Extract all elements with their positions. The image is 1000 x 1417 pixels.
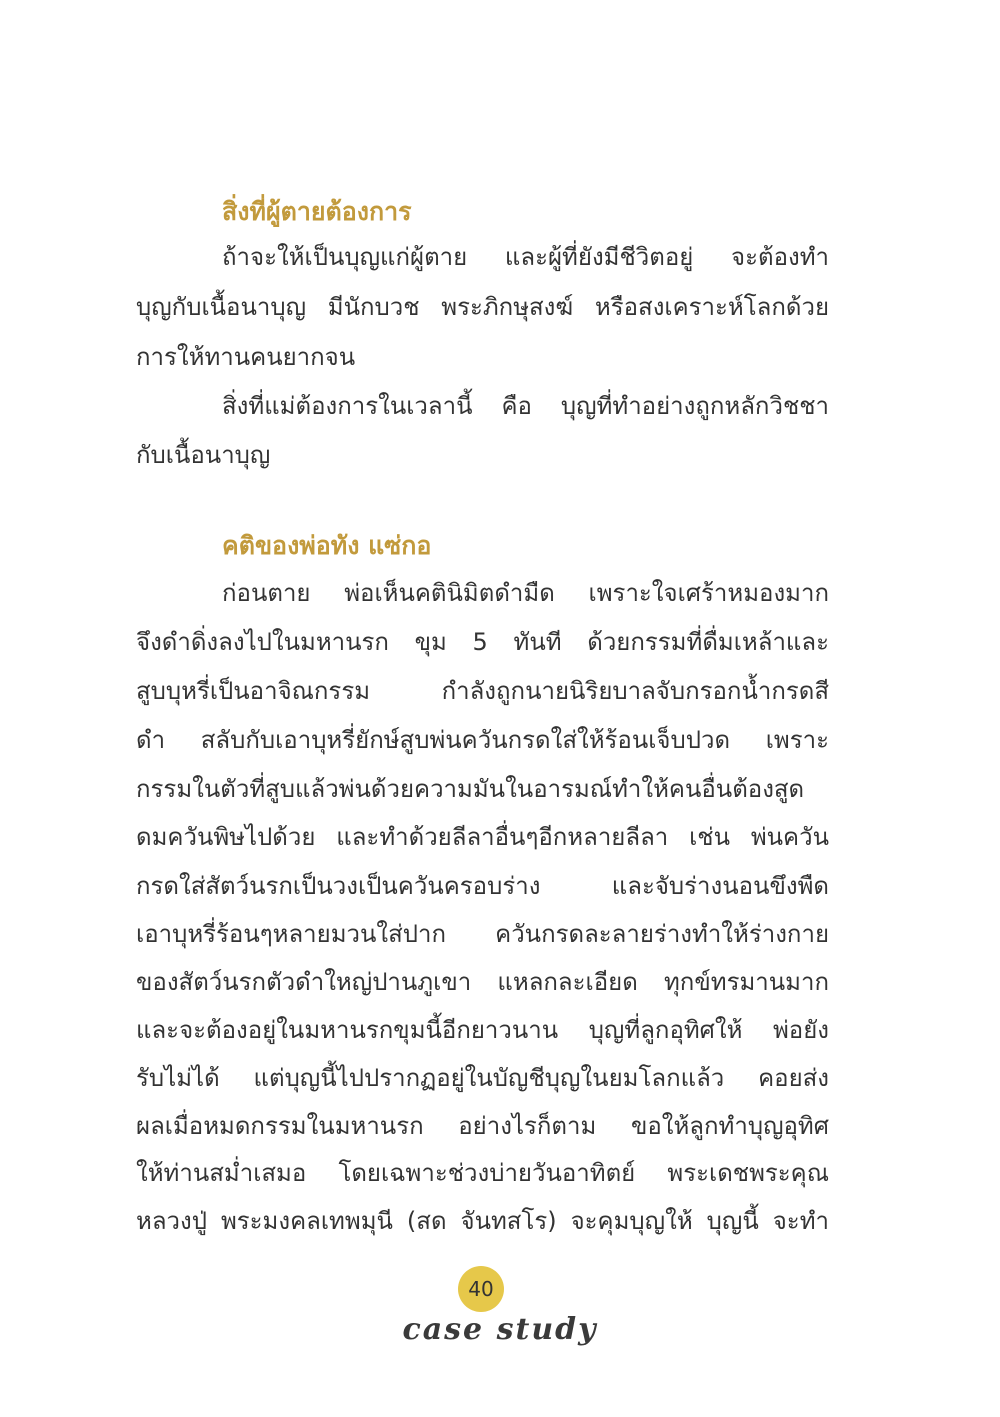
page-number-badge: 40 [458,1266,504,1312]
section-heading-deceased-wishes: สิ่งที่ผู้ตายต้องการ [222,197,412,226]
paragraph-line: ผลเมื่อหมดกรรมในมหานรก อย่างไรก็ตาม ขอให้ลูกทำบุญอุทิศ [136,1112,829,1140]
section-heading-father-fate: คติของพ่อทัง แซ่กอ [222,531,432,560]
paragraph-line: กับเนื้อนาบุญ [136,441,271,469]
paragraph-line: ดำ สลับกับเอาบุหรี่ยักษ์สูบพ่นควันกรดใส่ให้ร้อนเจ็บปวด เพราะ [136,726,829,754]
paragraph-line: เอาบุหรี่ร้อนๆหลายมวนใส่ปาก ควันกรดละลายร่างทำให้ร่างกาย [136,920,829,948]
paragraph-line: บุญกับเนื้อนาบุญ มีนักบวช พระภิกษุสงฆ์ หรือสงเคราะห์โลกด้วย [136,293,829,321]
paragraph-line: รับไม่ได้ แต่บุญนี้ไปปรากฏอยู่ในบัญชีบุญในยมโลกแล้ว คอยส่ง [136,1064,829,1092]
footer-label: case study [402,1312,598,1347]
paragraph-line: การให้ทานคนยากจน [136,343,356,371]
paragraph-line: หลวงปู่ พระมงคลเทพมุนี (สด จันทสโร) จะคุมบุญให้ บุญนี้ จะทำ [136,1207,829,1235]
paragraph-line: ดมควันพิษไปด้วย และทำด้วยลีลาอื่นๆอีกหลายลีลา เช่น พ่นควัน [136,823,829,851]
paragraph-line: ก่อนตาย พ่อเห็นคตินิมิตดำมืด เพราะใจเศร้าหมองมาก [222,579,829,607]
paragraph-line: กรดใส่สัตว์นรกเป็นวงเป็นควันครอบร่าง และจับร่างนอนขึงพืด [136,872,829,900]
paragraph-line: ของสัตว์นรกตัวดำใหญ่ปานภูเขา แหลกละเอียด ทุกข์ทรมานมาก [136,968,829,996]
paragraph-line: สูบบุหรี่เป็นอาจิณกรรม กำลังถูกนายนิริยบาลจับกรอกน้ำกรดสี [136,677,829,705]
paragraph-line: สิ่งที่แม่ต้องการในเวลานี้ คือ บุญที่ทำอย่างถูกหลักวิชชา [222,392,829,420]
paragraph-line: ถ้าจะให้เป็นบุญแก่ผู้ตาย และผู้ที่ยังมีชีวิตอยู่ จะต้องทำ [222,243,829,271]
paragraph-line: ให้ท่านสม่ำเสมอ โดยเฉพาะช่วงบ่ายวันอาทิตย์ พระเดชพระคุณ [136,1159,829,1187]
paragraph-line: กรรมในตัวที่สูบแล้วพ่นด้วยความมันในอารมณ์ทำให้คนอื่นต้องสูด [136,775,805,803]
paragraph-line: และจะต้องอยู่ในมหานรกขุมนี้อีกยาวนาน บุญที่ลูกอุทิศให้ พ่อยัง [136,1016,829,1044]
paragraph-line: จึงดำดิ่งลงไปในมหานรก ขุม 5 ทันที ด้วยกรรมที่ดื่มเหล้าและ [136,628,829,656]
